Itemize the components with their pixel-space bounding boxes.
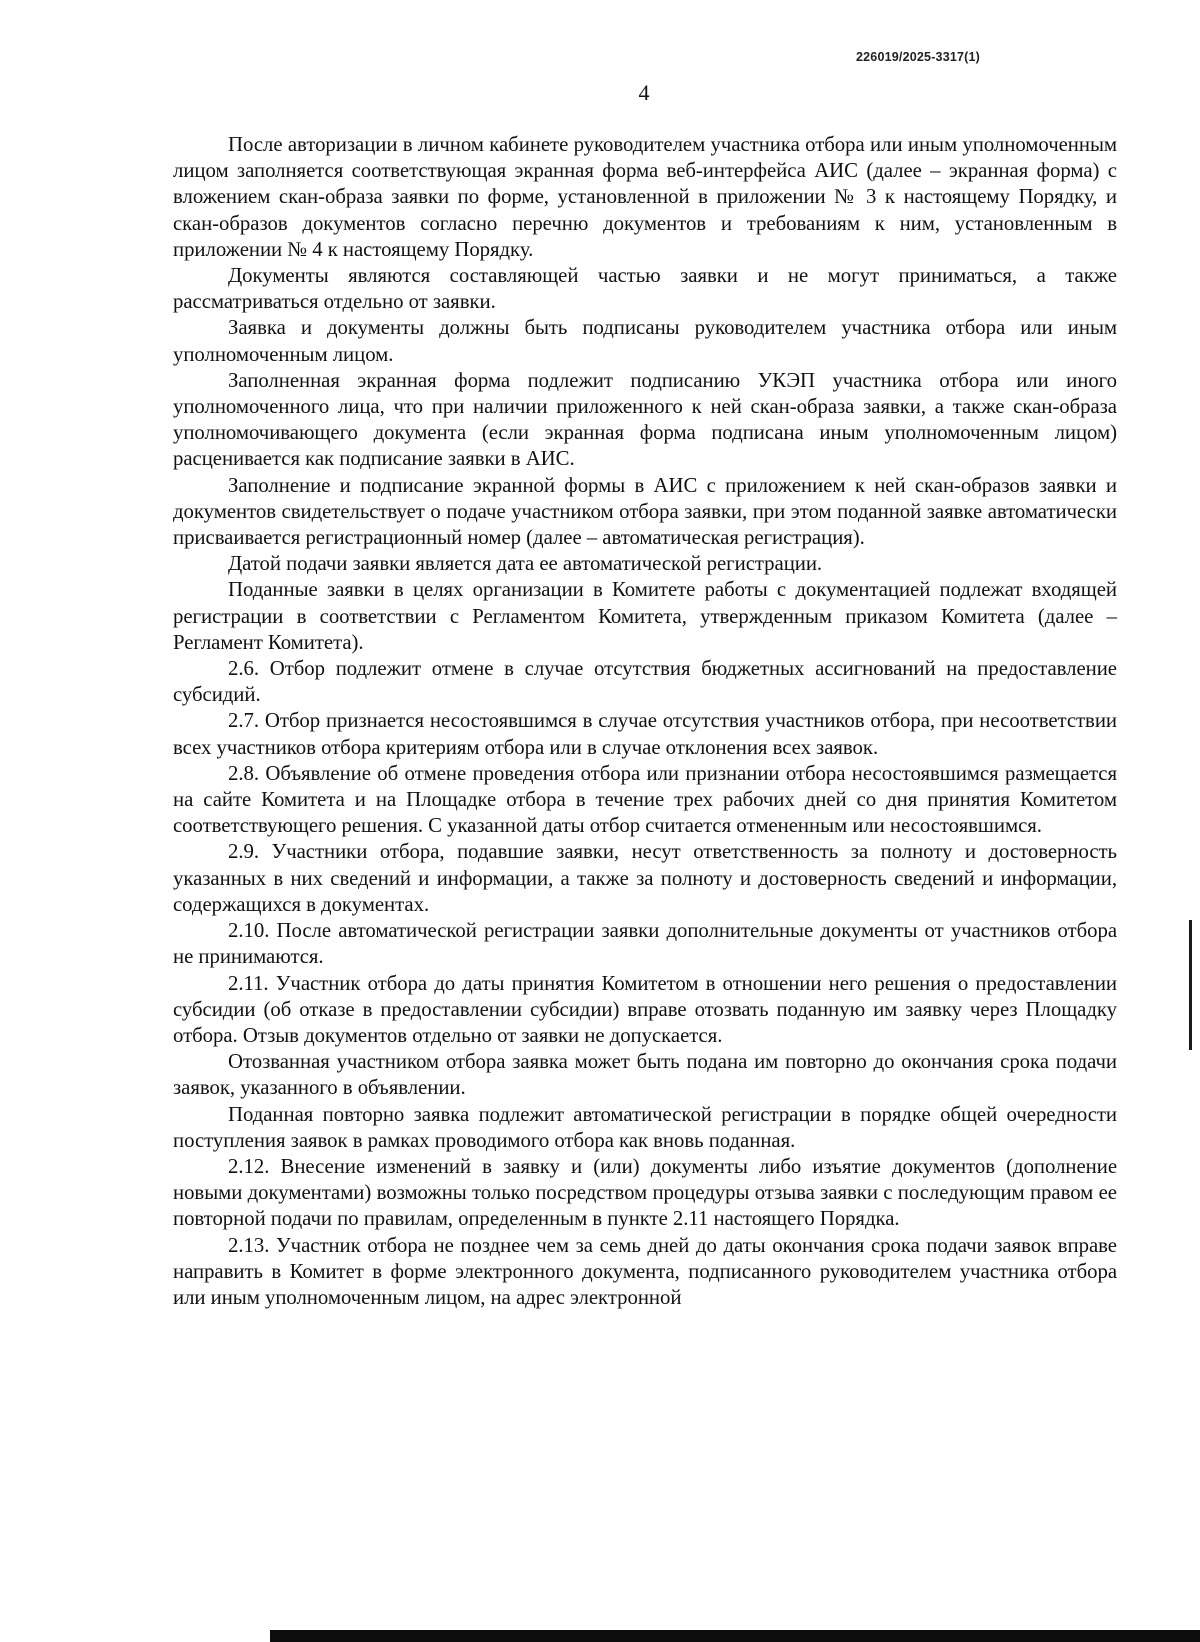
paragraph: После авторизации в личном кабинете руководителем участника отбора или иным уполномоченным лицом заполняется соответствующая экранная форма веб-интерфейса АИС (далее – экранная форма) с вложением скан-образа заявки по форме, установленной в приложении № 3 к настоящему Порядку, и скан-образов документов согласно перечню документов и требованиям к ним, установленным в приложении № 4 к настоящему Порядку. (173, 133, 1117, 261)
paragraph-item-2-8: 2.8. Объявление об отмене проведения отбора или признании отбора несостоявшимся размещается на сайте Комитета и на Площадке отбора в течение трех рабочих дней со дня принятия Комитетом соответствующего решения. С указанной даты отбор считается отмененным или несостоявшимся. (173, 761, 1117, 838)
paragraph-item-2-6: 2.6. Отбор подлежит отмене в случае отсутствия бюджетных ассигнований на предоставление субсидий. (173, 657, 1117, 707)
paragraph: Документы являются составляющей частью заявки и не могут приниматься, а также рассматриваться отдельно от заявки. (173, 264, 1117, 314)
paragraph-item-2-10: 2.10. После автоматической регистрации заявки дополнительные документы от участников отбора не принимаются. (173, 919, 1117, 969)
scan-bottom-edge (270, 1630, 1200, 1642)
paragraph-item-2-11: 2.11. Участник отбора до даты принятия Комитетом в отношении него решения о предоставлении субсидии (об отказе в предоставлении субсидии) вправе отозвать поданную им заявку через Площадку отбора. Отзыв документов отдельно от заявки не допускается. (173, 971, 1117, 1047)
paragraph-item-2-12: 2.12. Внесение изменений в заявку и (или) документы либо изъятие документов (дополнение новыми документами) возможны только посредством процедуры отзыва заявки с последующим правом ее повторной подачи по правилам, определенным в пункте 2.11 настоящего Порядка. (173, 1154, 1117, 1231)
paragraph: Отозванная участником отбора заявка может быть подана им повторно до окончания срока подачи заявок, указанного в объявлении. (173, 1050, 1117, 1100)
document-body (173, 132, 1117, 1311)
paragraph: Поданные заявки в целях организации в Комитете работы с документацией подлежат входящей регистрации в соответствии с Регламентом Комитета, утвержденным приказом Комитета (далее – Регламент Комитета). (173, 578, 1117, 654)
page-number: 4 (638, 80, 650, 105)
paragraph: Заполнение и подписание экранной формы в АИС с приложением к ней скан-образов заявки и документов свидетельствует о подаче участником отбора заявки, при этом поданной заявке автоматически присваивается регистрационный номер (далее – автоматическая регистрация). (173, 473, 1117, 550)
scan-edge-mark (1189, 920, 1192, 1050)
paragraph: Заполненная экранная форма подлежит подписанию УКЭП участника отбора или иного уполномоченного лица, что при наличии приложенного к ней скан-образа заявки, а также скан-образа уполномочивающего документа (если экранная форма подписана иным уполномоченным лицом) расценивается как подписание заявки в АИС. (173, 368, 1117, 471)
document-id: 226019/2025-3317(1) (856, 50, 981, 64)
paragraph-item-2-7: 2.7. Отбор признается несостоявшимся в случае отсутствия участников отбора, при несоответствии всех участников отбора критериям отбора или в случае отклонения всех заявок. (173, 709, 1117, 759)
paragraph: Поданная повторно заявка подлежит автоматической регистрации в порядке общей очередности поступления заявок в рамках проводимого отбора как вновь поданная. (173, 1102, 1117, 1152)
paragraph: Заявка и документы должны быть подписаны руководителем участника отбора или иным уполномоченным лицом. (173, 316, 1117, 366)
paragraph-item-2-13: 2.13. Участник отбора не позднее чем за семь дней до даты окончания срока подачи заявок вправе направить в Комитет в форме электронного документа, подписанного руководителем участника отбора или иным уполномоченным лицом, на адрес электронной (173, 1233, 1117, 1309)
paragraph-item-2-9: 2.9. Участники отбора, подавшие заявки, несут ответственность за полноту и достоверность указанных в них сведений и информации, а также за полноту и достоверность сведений и информации, содержащихся в документах. (173, 840, 1117, 916)
paragraph: Датой подачи заявки является дата ее автоматической регистрации. (228, 552, 823, 576)
